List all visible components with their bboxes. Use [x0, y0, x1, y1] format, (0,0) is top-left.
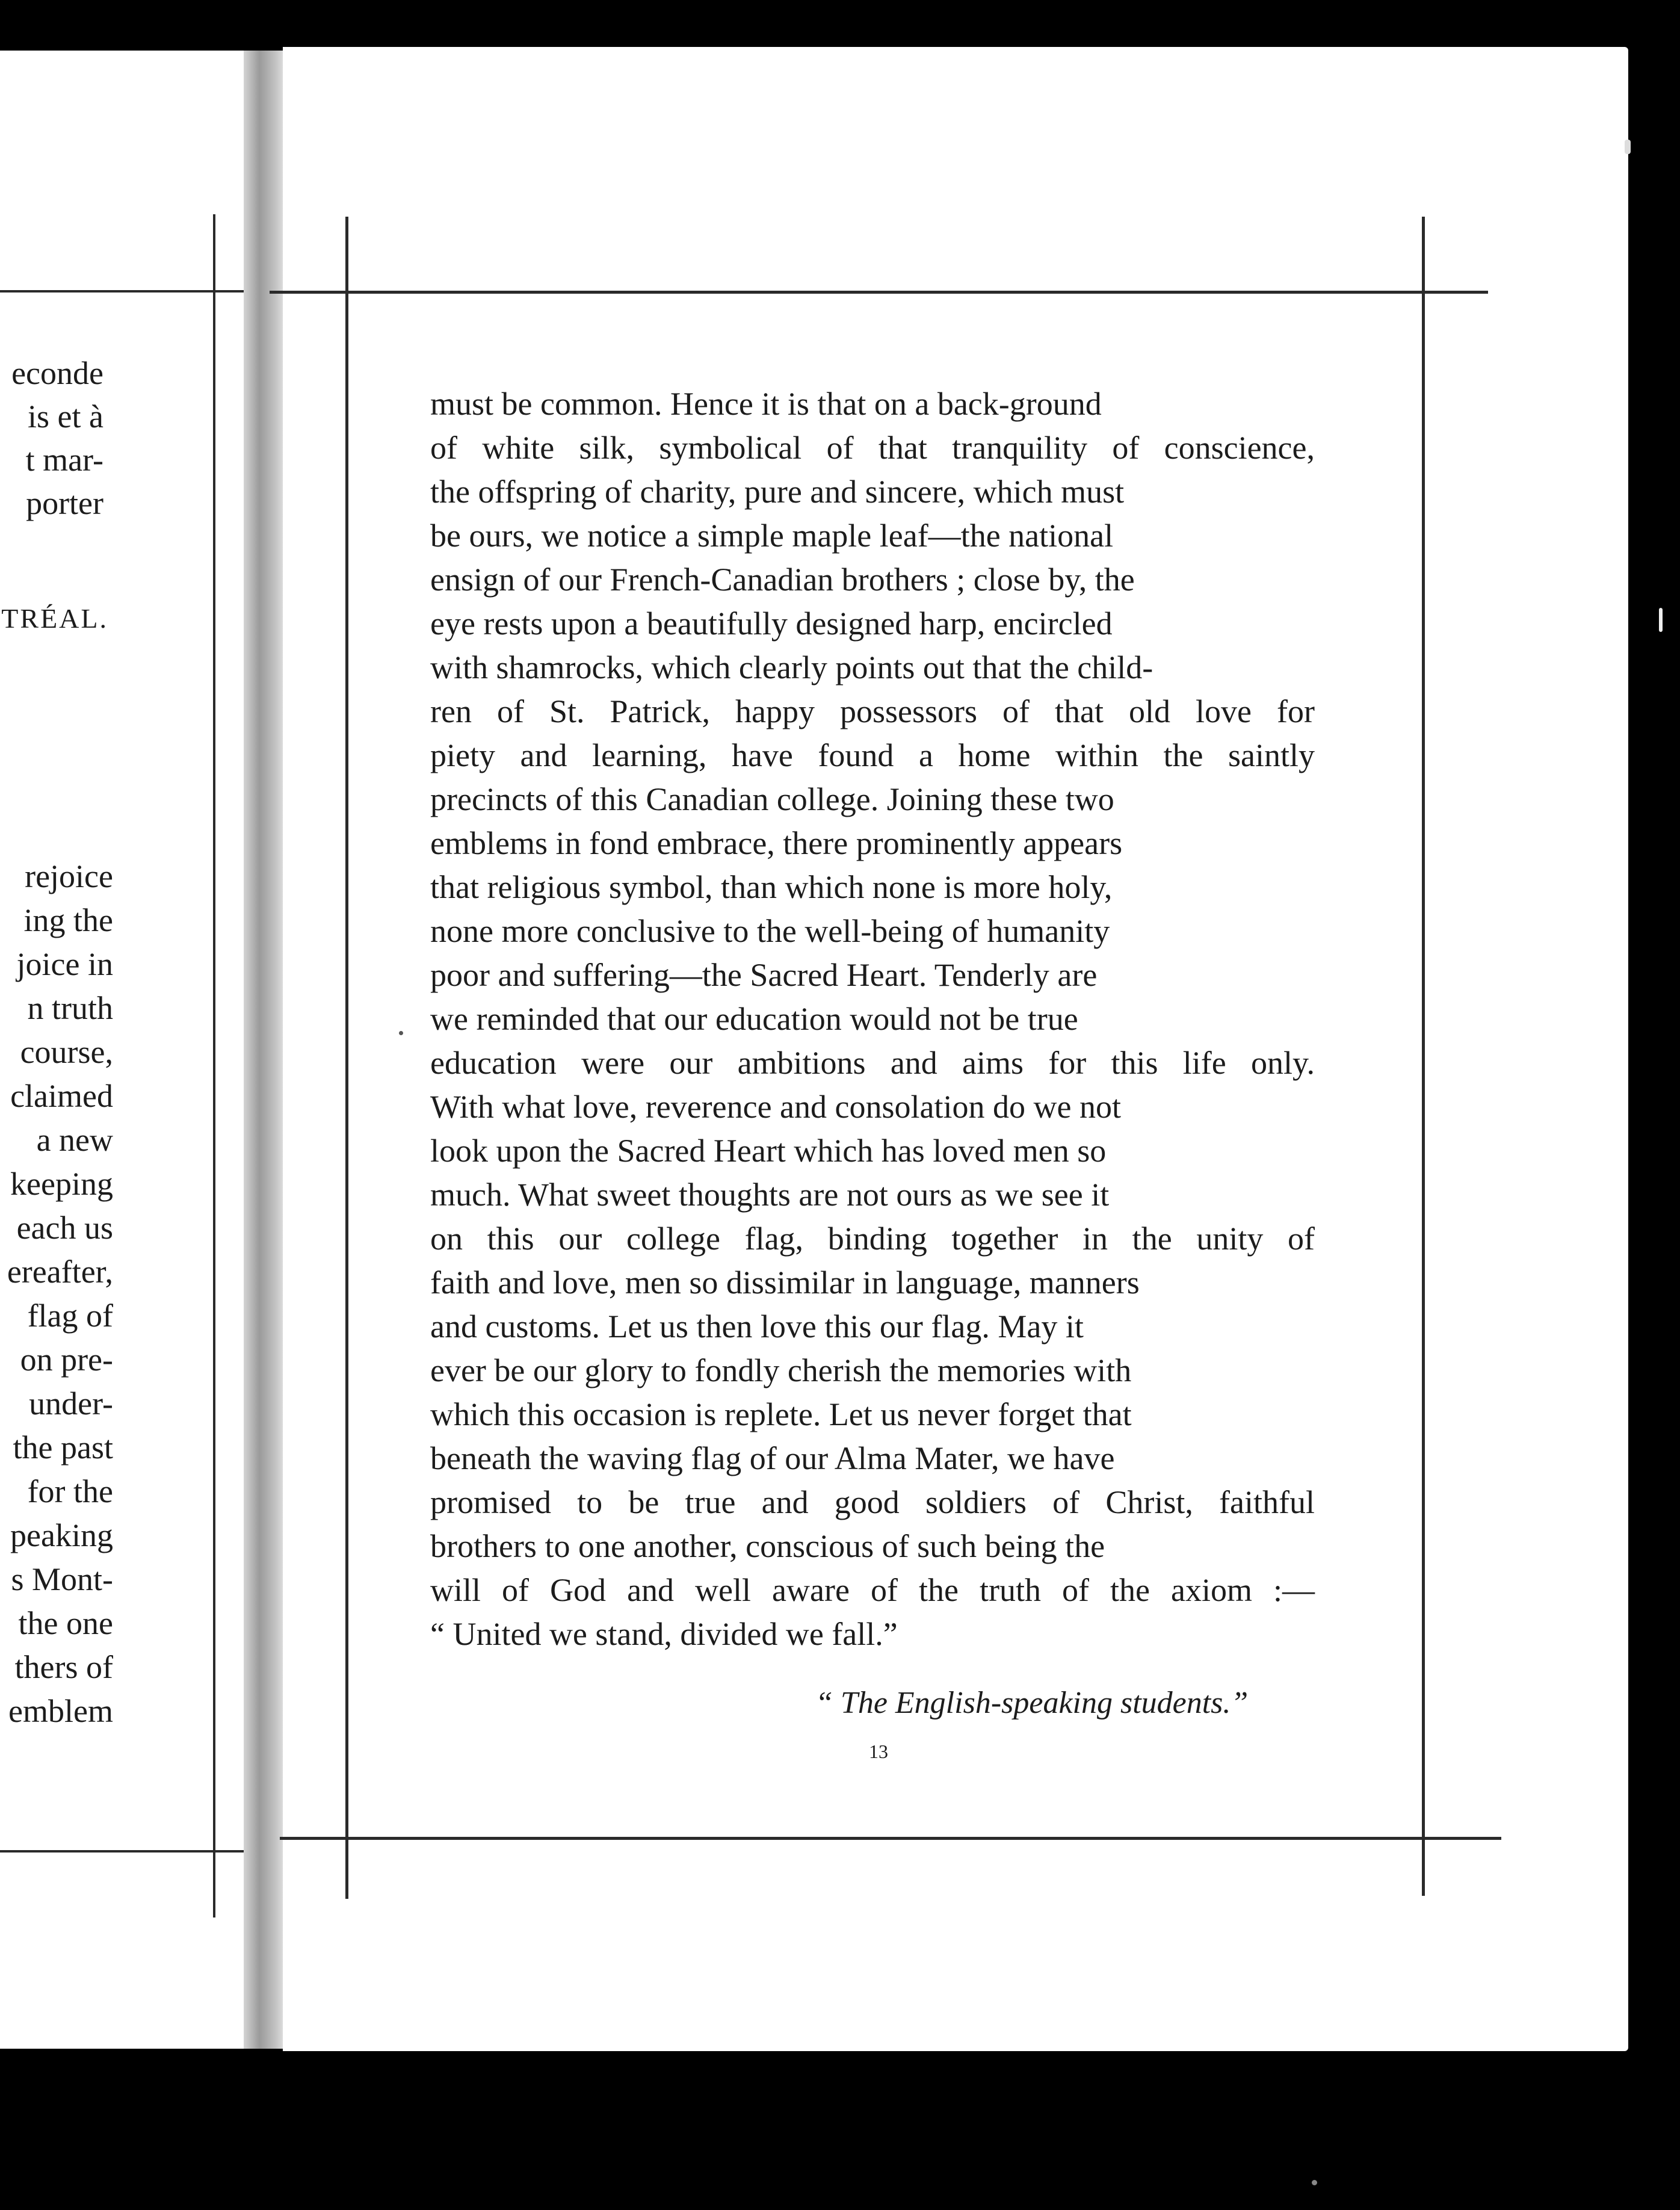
left-line: course,: [20, 1034, 113, 1070]
text-line: that religious symbol, than which none is more holy,: [430, 869, 1113, 905]
left-line: s Mont-: [11, 1561, 113, 1597]
left-line: each us: [16, 1210, 113, 1246]
left-line: the one: [18, 1605, 113, 1641]
text-line: must be common. Hence it is that on a back-ground: [430, 386, 1102, 422]
text-line: be ours, we notice a simple maple leaf—the national: [430, 518, 1114, 554]
left-line: emblem: [8, 1693, 113, 1729]
text-line: much. What sweet thoughts are not ours as we see it: [430, 1177, 1110, 1213]
scan-speck: [1312, 2180, 1317, 2185]
text-line: the offspring of charity, pure and sincere, which must: [430, 474, 1125, 510]
left-line: under-: [29, 1385, 113, 1422]
scan-speck: [1625, 140, 1631, 154]
left-line: rejoice: [25, 858, 113, 894]
text-line: none more conclusive to the well-being of humanity: [430, 913, 1110, 949]
left-line: the past: [13, 1429, 113, 1466]
left-line: joice in: [16, 946, 113, 982]
left-line: a new: [36, 1122, 113, 1158]
scan-speck: [399, 1031, 403, 1035]
left-page-vertical-rule: [213, 214, 215, 1918]
left-page: [0, 51, 253, 2049]
text-line: ever be our glory to fondly cherish the memories with: [430, 1352, 1132, 1388]
page-number: 13: [869, 1741, 888, 1762]
text-line: With what love, reverence and consolation do we not: [430, 1089, 1121, 1125]
left-line: is et à: [28, 398, 103, 435]
left-line: peaking: [10, 1517, 113, 1553]
book-gutter-shadow: [244, 51, 289, 2049]
text-line: which this occasion is replete. Let us never forget that: [430, 1396, 1132, 1432]
left-line: n truth: [27, 990, 113, 1026]
left-line: ereafter,: [7, 1254, 113, 1290]
text-line: and customs. Let us then love this our flag. May it: [430, 1308, 1084, 1345]
text-line: ren of St. Patrick, happy possessors of that old love for: [430, 693, 1315, 729]
text-line: “ United we stand, divided we fall.”: [430, 1616, 898, 1652]
text-line: beneath the waving flag of our Alma Mater, we have: [430, 1440, 1115, 1476]
text-line: poor and suffering—the Sacred Heart. Tenderly are: [430, 957, 1098, 993]
text-line: of white silk, symbolical of that tranquility of conscience,: [430, 430, 1315, 466]
left-line: claimed: [10, 1078, 113, 1114]
text-line: education were our ambitions and aims for this life only.: [430, 1045, 1315, 1081]
left-line: for the: [27, 1473, 113, 1509]
text-line: with shamrocks, which clearly points out that the child-: [430, 649, 1153, 686]
text-line: faith and love, men so dissimilar in language, manners: [430, 1264, 1140, 1301]
text-line: ensign of our French-Canadian brothers ; close by, the: [430, 562, 1135, 598]
left-line: econde: [11, 355, 103, 391]
text-line: look upon the Sacred Heart which has loved men so: [430, 1133, 1107, 1169]
text-line: will of God and well aware of the truth of the axiom :—: [430, 1572, 1315, 1608]
left-line: keeping: [10, 1166, 113, 1202]
text-line: piety and learning, have found a home within the saintly: [430, 737, 1315, 773]
text-line: precincts of this Canadian college. Joining these two: [430, 781, 1114, 817]
top-border-rule: [270, 291, 1488, 294]
text-line: emblems in fond embrace, there prominently appears: [430, 825, 1123, 861]
left-line: on pre-: [20, 1342, 113, 1378]
text-line: promised to be true and good soldiers of Christ, faithful: [430, 1484, 1315, 1520]
left-page-top-rule: [0, 290, 244, 292]
signature: “ The English-speaking students.”: [815, 1686, 1249, 1720]
text-line: eye rests upon a beautifully designed harp, encircled: [430, 605, 1113, 642]
text-line: on this our college flag, binding together in the unity of: [430, 1221, 1315, 1257]
bottom-border-rule: [280, 1837, 1501, 1840]
left-line: flag of: [27, 1298, 113, 1334]
text-line: we reminded that our education would not be true: [430, 1001, 1078, 1037]
left-line: porter: [26, 485, 103, 521]
left-place-line: TRÉAL.: [1, 603, 108, 634]
scan-speck: [1659, 608, 1663, 632]
body-text: [430, 382, 1321, 1656]
text-line: brothers to one another, conscious of such being the: [430, 1528, 1105, 1564]
left-line: thers of: [14, 1649, 113, 1685]
left-line: t mar-: [25, 442, 103, 478]
left-border-rule: [345, 217, 348, 1899]
left-line: ing the: [23, 902, 113, 938]
right-border-rule: [1422, 217, 1425, 1896]
